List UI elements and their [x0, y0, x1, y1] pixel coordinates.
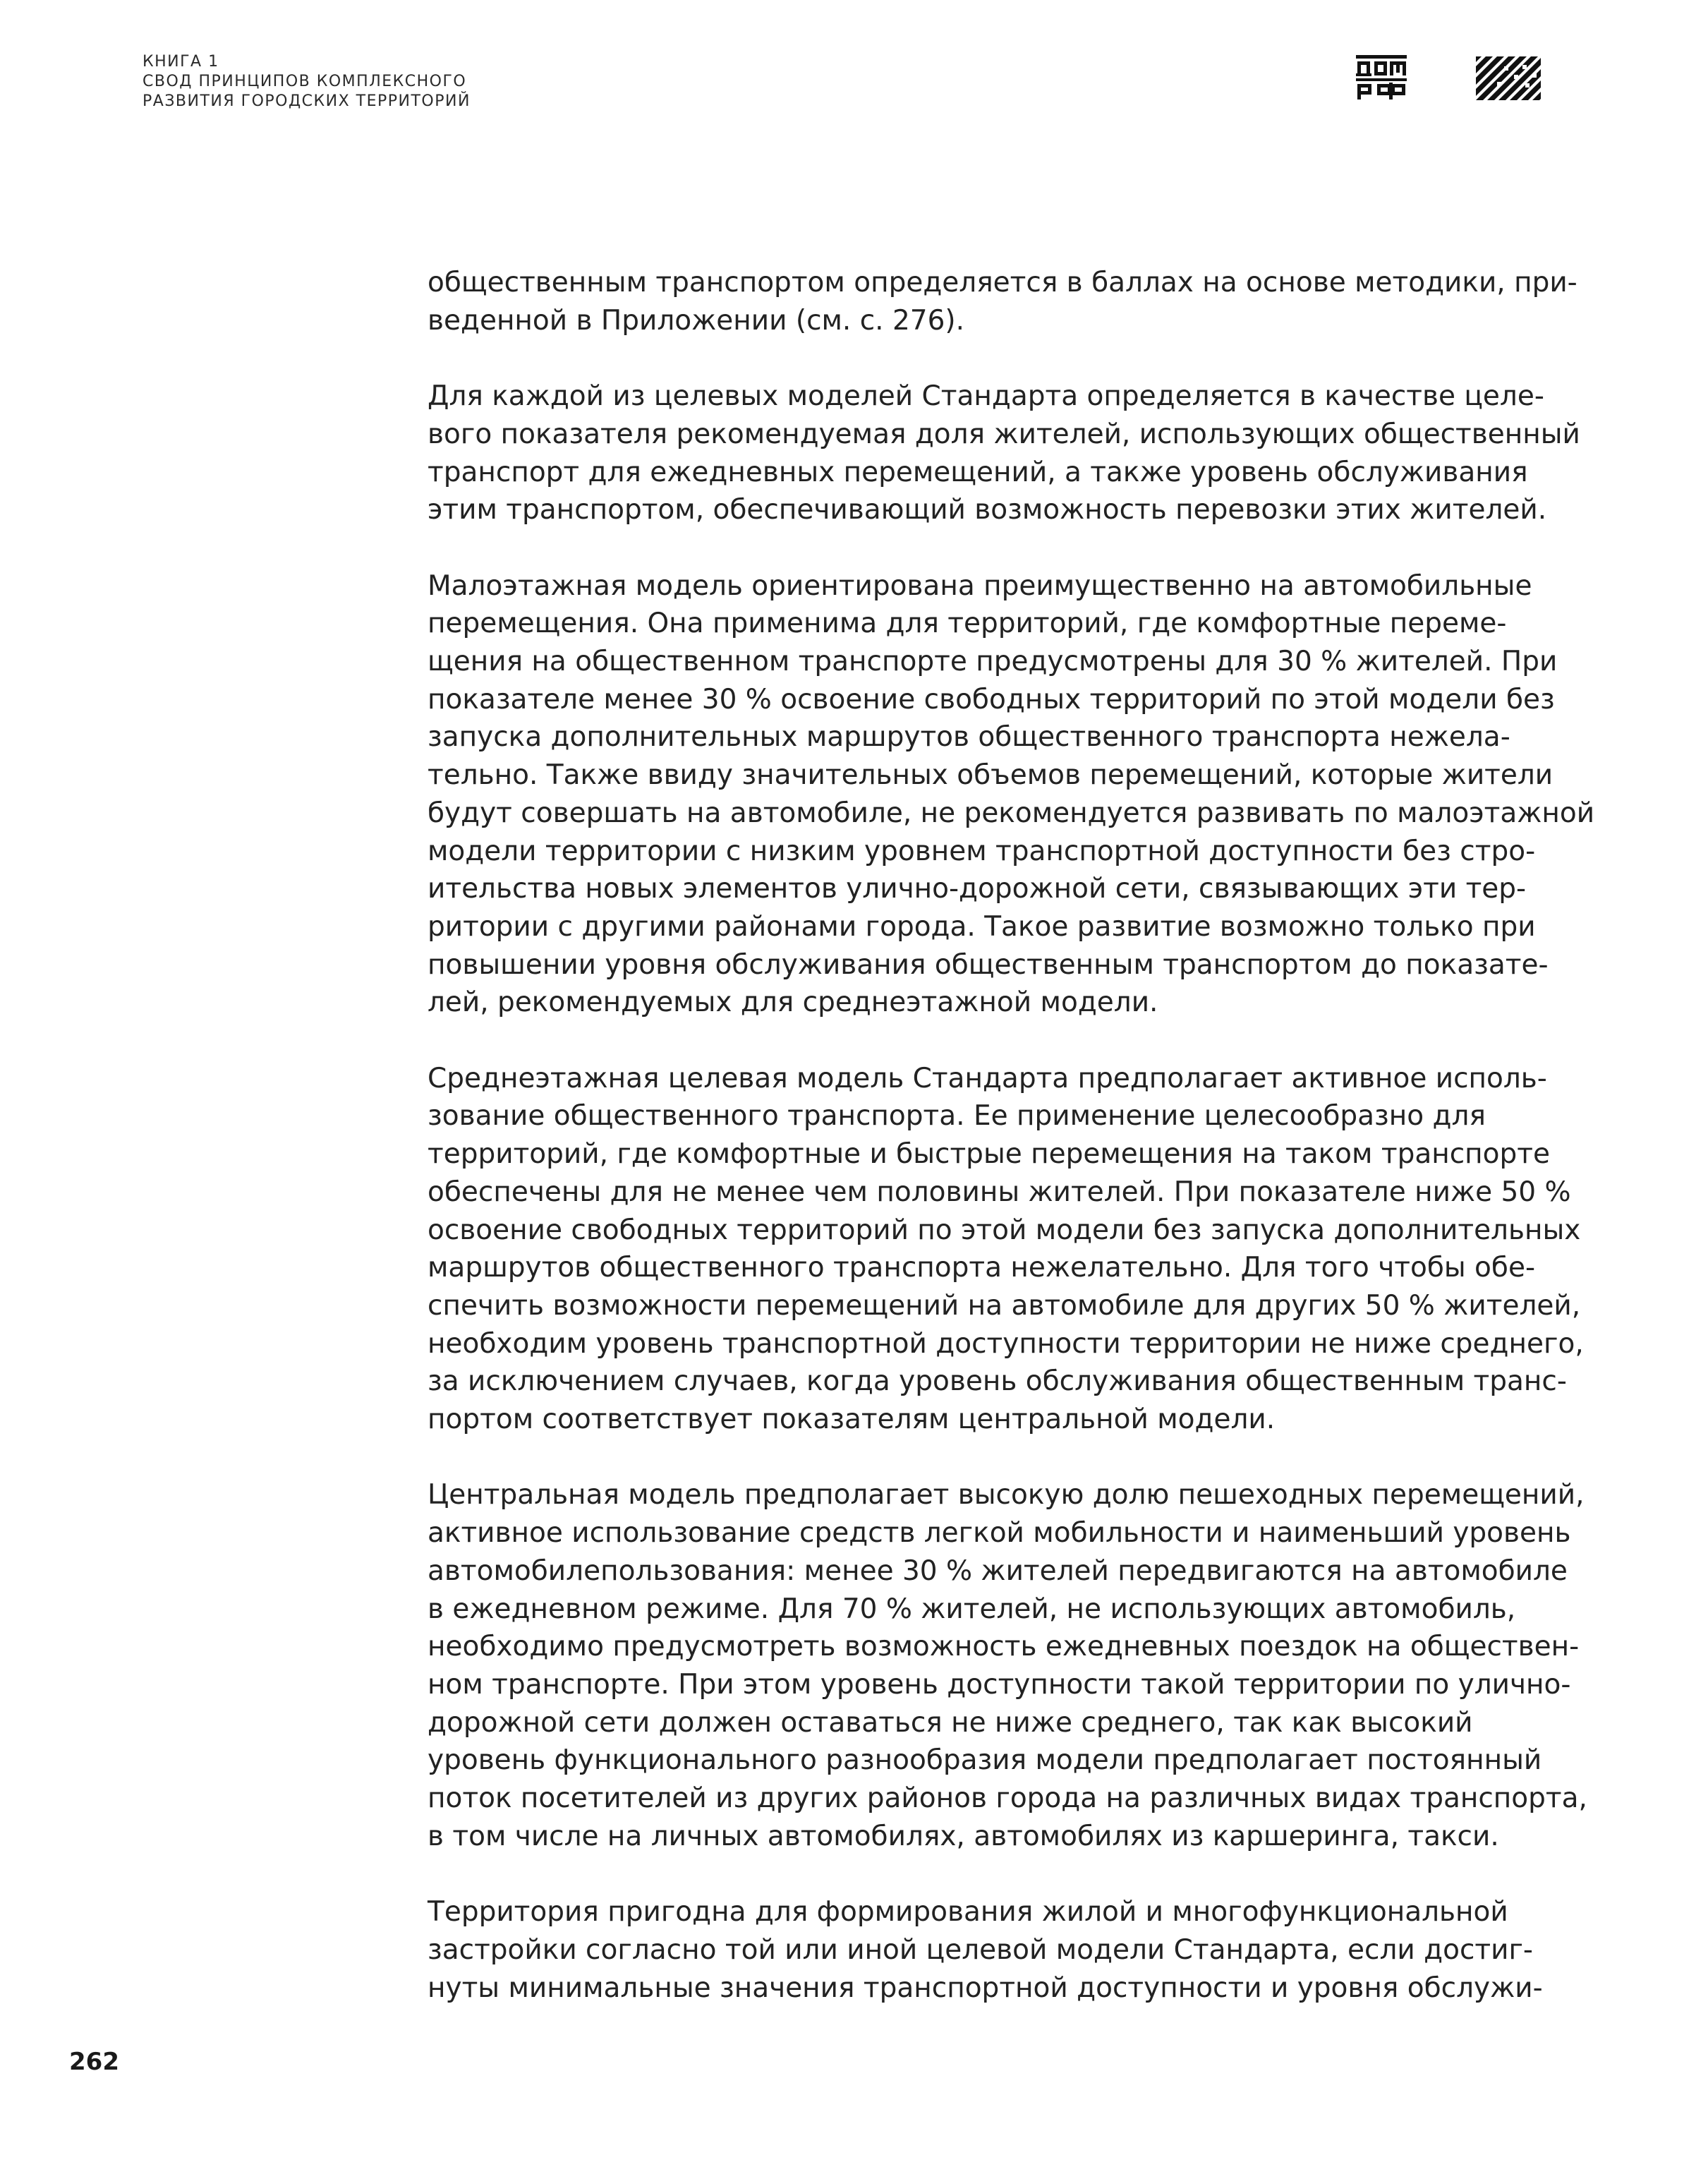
text-line: этим транспортом, обеспечивающий возможность перевозки этих жителей. — [428, 494, 1547, 526]
text-line: нуты минимальные значения транспортной доступности и уровня обслужи- — [428, 1972, 1543, 2004]
text-line: запуска дополнительных маршрутов общественного транспорта нежела- — [428, 721, 1510, 754]
text-line: Территория пригодна для формирования жилой и многофункциональной — [428, 1896, 1508, 1928]
text-line: активное использование средств легкой мобильности и наименьший уровень — [428, 1517, 1571, 1550]
text-line: портом соответствует показателям центральной модели. — [428, 1404, 1276, 1436]
text-line: маршрутов общественного транспорта нежелательно. Для того чтобы обе- — [428, 1252, 1536, 1284]
text-line: автомобилепользования: менее 30 % жителей передвигаются на автомобиле — [428, 1555, 1568, 1587]
text-line: зование общественного транспорта. Ее применение целесообразно для — [428, 1100, 1486, 1133]
running-header — [143, 52, 636, 111]
text-line: в том числе на личных автомобилях, автомобилях из каршеринга, такси. — [428, 1820, 1499, 1852]
text-line: необходим уровень транспортной доступности территории не ниже среднего, — [428, 1327, 1584, 1360]
text-line: Центральная модель предполагает высокую долю пешеходных перемещений, — [428, 1479, 1585, 1511]
text-line: транспорт для ежедневных перемещений, а также уровень обслуживания — [428, 456, 1528, 488]
paragraph-transport-methodology — [428, 264, 1585, 339]
text-line: лей, рекомендуемых для среднеэтажной модели. — [428, 986, 1158, 1019]
text-line: Малоэтажная модель ориентирована преимущественно на автомобильные — [428, 569, 1532, 602]
text-line: перемещения. Она применима для территорий, где комфортные переме- — [428, 608, 1507, 640]
paragraph-central-model — [428, 1476, 1585, 1855]
text-line: будут совершать на автомобиле, не рекомендуется развивать по малоэтажной — [428, 797, 1595, 829]
diagonal-pattern-logo — [1476, 56, 1541, 100]
text-line: повышении уровня обслуживания общественным транспортом до показате- — [428, 948, 1549, 981]
text-line: щения на общественном транспорте предусмотрены для 30 % жителей. При — [428, 646, 1558, 677]
text-line: поток посетителей из других районов города на различных видах транспорта, — [428, 1782, 1587, 1815]
text-line: уровень функционального разнообразия модели предполагает постоянный — [428, 1744, 1542, 1777]
header-line-book: КНИГА 1 — [143, 53, 219, 71]
text-line: застройки согласно той или иной целевой модели Стандарта, если достиг- — [428, 1933, 1534, 1966]
text-line: дорожной сети должен оставаться не ниже среднего, так как высокий — [428, 1706, 1473, 1739]
text-line: вого показателя рекомендуемая доля жителей, использующих общественный — [428, 418, 1580, 450]
paragraph-low-rise-model — [428, 567, 1595, 1022]
text-line: ритории с другими районами города. Такое развитие возможно только при — [428, 910, 1536, 943]
page-number: 262 — [69, 2048, 119, 2076]
text-line: обеспечены для не менее чем половины жителей. При показателе ниже 50 % — [428, 1176, 1571, 1208]
text-line: ительства новых элементов улично-дорожной сети, связывающих эти тер- — [428, 873, 1527, 905]
text-line: общественным транспортом определяется в баллах на основе методики, при- — [428, 267, 1577, 298]
text-line: модели территории с низким уровнем транспортной доступности без стро- — [428, 835, 1536, 867]
paragraph-territory-suitability — [428, 1893, 1585, 2007]
text-line: Среднеэтажная целевая модель Стандарта предполагает активное исполь- — [428, 1062, 1547, 1094]
text-line: спечить возможности перемещений на автомобиле для других 50 % жителей, — [428, 1289, 1581, 1322]
body-text — [428, 264, 1595, 2045]
text-line: территорий, где комфортные и быстрые перемещения на таком транспорте — [428, 1138, 1551, 1171]
text-line: Для каждой из целевых моделей Стандарта определяется в качестве целе- — [428, 380, 1544, 413]
paragraph-mid-rise-model — [428, 1060, 1585, 1439]
text-line: показателе менее 30 % освоение свободных территорий по этой модели без — [428, 683, 1555, 716]
header-line-title-2: РАЗВИТИЯ ГОРОДСКИХ ТЕРРИТОРИЙ — [143, 92, 471, 110]
text-line: веденной в Приложении (см. с. 276). — [428, 304, 965, 337]
text-line: за исключением случаев, когда уровень обслуживания общественным транс- — [428, 1365, 1567, 1398]
text-line: ном транспорте. При этом уровень доступности такой территории по улично- — [428, 1668, 1571, 1701]
dom-rf-logo — [1356, 55, 1407, 102]
paragraph-target-models — [428, 378, 1585, 529]
text-line: в ежедневном режиме. Для 70 % жителей, не использующих автомобиль, — [428, 1593, 1516, 1625]
header-line-title-1: СВОД ПРИНЦИПОВ КОМПЛЕКСНОГО — [143, 73, 467, 90]
text-line: тельно. Также ввиду значительных объемов перемещений, которые жители — [428, 759, 1553, 792]
text-line: необходимо предусмотреть возможность ежедневных поездок на обществен- — [428, 1631, 1580, 1663]
text-line: освоение свободных территорий по этой модели без запуска дополнительных — [428, 1214, 1581, 1246]
